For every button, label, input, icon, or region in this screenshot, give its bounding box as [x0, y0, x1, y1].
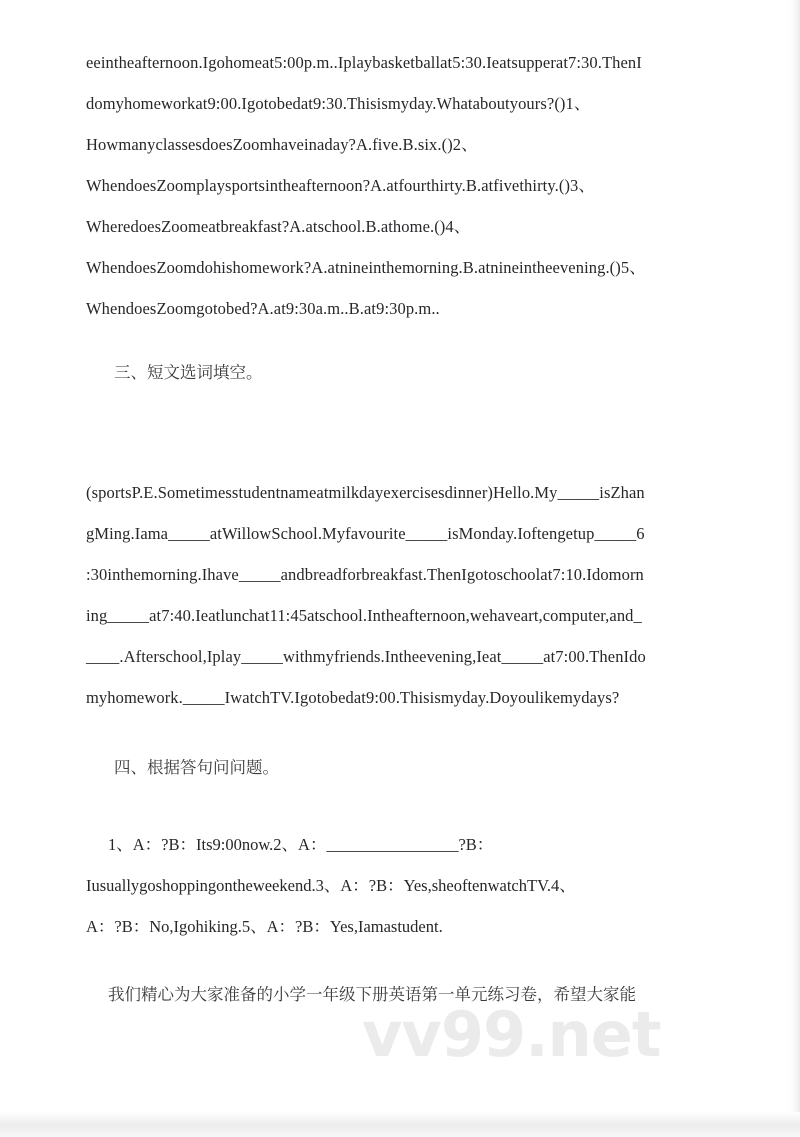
- reading-line: WheredoesZoomeatbreakfast?A.atschool.B.athome.()4、: [86, 217, 471, 236]
- reading-line: HowmanyclassesdoesZoomhaveinaday?A.five.B.six.()2、: [86, 135, 478, 154]
- reading-comprehension-block: [86, 42, 704, 329]
- qa-line: 1、A：?B：Its9:00now.2、A：________________?B：: [108, 835, 494, 854]
- reading-line: WhendoesZoomdohishomework?A.atnineinthemorning.B.atnineintheevening.()5、: [86, 258, 646, 277]
- cloze-line: gMing.Iama_____atWillowSchool.Myfavourite_____isMonday.Ioftengetup_____6: [86, 524, 645, 543]
- reading-line: eeintheafternoon.Igohomeat5:00p.m..Iplaybasketballat5:30.Ieatsupperat7:30.ThenI: [86, 53, 642, 72]
- section-three-passage-block: [86, 472, 704, 718]
- page-right-edge: [786, 0, 800, 1112]
- cloze-line: myhomework._____IwatchTV.Igotobedat9:00.Thisismyday.Doyoulikemydays?: [86, 688, 620, 707]
- section-four-questions-block: [86, 824, 704, 947]
- closing-note: 我们精心为大家准备的小学一年级下册英语第一单元练习卷，希望大家能: [108, 985, 636, 1004]
- qa-line: Iusuallygoshoppingontheweekend.3、A：?B：Yes,sheoftenwatchTV.4、: [86, 876, 576, 895]
- cloze-line: (sportsP.E.Sometimesstudentnameatmilkdayexercisesdinner)Hello.My_____isZhan: [86, 483, 645, 502]
- qa-line: A：?B：No,Igohiking.5、A：?B：Yes,Iamastudent.: [86, 917, 443, 936]
- site-watermark: vv99.net: [362, 998, 661, 1071]
- reading-line: WhendoesZoomgotobed?A.at9:30a.m..B.at9:30p.m..: [86, 299, 440, 318]
- cloze-line: :30inthemorning.Ihave_____andbreadforbreakfast.ThenIgotoschoolat7:10.Idomorn: [86, 565, 644, 584]
- reading-line: domyhomeworkat9:00.Igotobedat9:30.Thisismyday.Whataboutyours?()1、: [86, 94, 591, 113]
- section-three-heading-block: [86, 352, 704, 393]
- cloze-line: ing_____at7:40.Ieatlunchat11:45atschool.Intheafternoon,wehaveart,computer,and_: [86, 606, 642, 625]
- section-four-heading: 四、根据答句问问题。: [114, 758, 279, 777]
- cloze-line: ____.Afterschool,Iplay_____withmyfriends.Intheevening,Ieat_____at7:00.ThenIdo: [86, 647, 646, 666]
- section-four-heading-block: [86, 747, 704, 788]
- page-bottom-edge: [0, 1112, 800, 1137]
- section-three-heading: 三、短文选词填空。: [114, 363, 263, 382]
- closing-note-block: [86, 974, 704, 1015]
- reading-line: WhendoesZoomplaysportsintheafternoon?A.atfourthirty.B.atfivethirty.()3、: [86, 176, 595, 195]
